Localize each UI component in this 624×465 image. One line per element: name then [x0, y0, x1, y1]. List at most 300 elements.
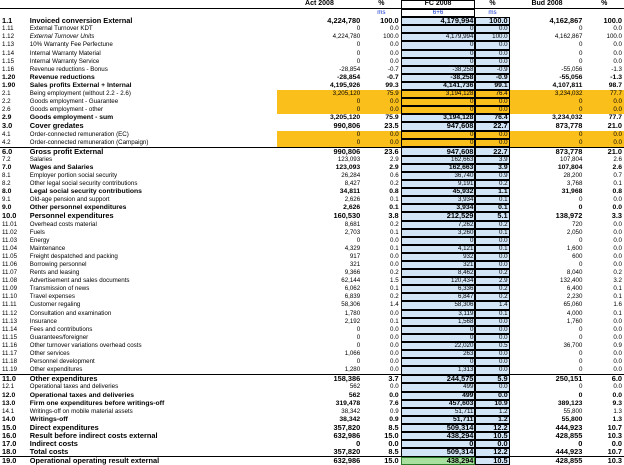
cell-pct-bud[interactable]: 1.6: [613, 301, 622, 309]
cell-value-fc[interactable]: 51,711: [401, 416, 476, 424]
cell-value-bud[interactable]: 3,234,032: [510, 90, 585, 98]
cell-pct-fc[interactable]: 10.5: [475, 457, 509, 465]
cell-pct-fc[interactable]: 99.1: [475, 82, 509, 90]
row-label[interactable]: Legal social security contributions: [29, 188, 142, 196]
cell-pct-fc[interactable]: 0.0: [475, 440, 509, 448]
cell-pct-act[interactable]: 3.8: [388, 212, 399, 221]
row-code[interactable]: 11.05: [2, 252, 18, 260]
cell-value-act[interactable]: 6,839: [344, 293, 361, 301]
cell-pct-act[interactable]: 0.1: [390, 228, 399, 236]
row-code[interactable]: 11.01: [2, 220, 18, 228]
row-code[interactable]: 4.1: [2, 130, 11, 138]
cell-pct-act[interactable]: 100.0: [383, 33, 399, 41]
cell-pct-act[interactable]: 0.0: [390, 309, 399, 317]
cell-value-act[interactable]: 917: [349, 252, 361, 260]
cell-pct-act[interactable]: 0.0: [390, 358, 399, 366]
row-label[interactable]: Fuels: [29, 228, 45, 236]
cell-pct-fc[interactable]: 0.1: [475, 245, 509, 253]
cell-value-fc[interactable]: 0: [401, 50, 476, 58]
cell-pct-bud[interactable]: 6.0: [584, 375, 624, 384]
cell-value-act[interactable]: 319,478: [335, 399, 361, 407]
cell-pct-bud[interactable]: 0.1: [613, 309, 622, 317]
cell-pct-bud[interactable]: 0.0: [613, 350, 622, 358]
row-label[interactable]: Internal Warranty Service: [29, 57, 100, 65]
cell-value-bud[interactable]: 0: [510, 106, 585, 114]
row-code[interactable]: 11.18: [2, 358, 18, 366]
cell-value-fc[interactable]: 947,608: [401, 147, 476, 156]
cell-pct-bud[interactable]: 0.2: [613, 269, 622, 277]
header-fc[interactable]: FC 2008: [401, 0, 476, 9]
cell-pct-fc[interactable]: -0.9: [475, 66, 509, 74]
cell-value-act[interactable]: 1,066: [344, 350, 361, 358]
row-code[interactable]: 8.1: [2, 171, 11, 179]
cell-pct-act[interactable]: 0.0: [390, 57, 399, 65]
cell-value-bud[interactable]: 250,151: [510, 375, 585, 384]
cell-value-bud[interactable]: 2,050: [566, 228, 583, 236]
row-label[interactable]: Goods employment - Guarantee: [29, 98, 119, 106]
cell-value-act[interactable]: 123,093: [337, 155, 361, 163]
cell-pct-bud[interactable]: 0.0: [613, 57, 622, 65]
cell-pct-act[interactable]: 0.0: [390, 261, 399, 268]
cell-value-fc[interactable]: 4,121: [401, 245, 476, 253]
cell-value-bud[interactable]: 0: [578, 49, 583, 57]
row-code[interactable]: 7.2: [2, 155, 11, 163]
cell-value-bud[interactable]: 444,923: [555, 448, 583, 457]
cell-value-bud[interactable]: 389,123: [557, 399, 583, 407]
row-label[interactable]: 10% Warranty Fee Perfectune: [29, 41, 113, 49]
row-code[interactable]: 11.16: [2, 341, 18, 349]
cell-value-act[interactable]: 2,192: [344, 317, 361, 325]
cell-value-fc[interactable]: 7,262: [401, 221, 476, 229]
cell-value-fc[interactable]: 0: [401, 440, 476, 448]
cell-value-fc[interactable]: 6,336: [401, 285, 476, 293]
cell-value-bud[interactable]: 0: [578, 196, 583, 204]
cell-value-fc[interactable]: 0: [401, 98, 476, 106]
cell-value-act[interactable]: 0: [356, 57, 361, 65]
cell-value-act[interactable]: 3,205,120: [329, 114, 361, 122]
row-label[interactable]: Old-age pension and support: [29, 196, 110, 204]
row-label[interactable]: Order-connected remuneration (EC): [29, 130, 129, 138]
cell-pct-bud[interactable]: 21.0: [607, 122, 622, 131]
cell-value-bud[interactable]: 31,968: [561, 188, 583, 196]
row-label[interactable]: Guarantees/foreigner: [29, 333, 89, 341]
cell-value-fc[interactable]: 36,740: [401, 172, 476, 180]
cell-pct-fc[interactable]: 0.1: [475, 229, 509, 237]
cell-value-fc[interactable]: 321: [401, 261, 476, 269]
cell-pct-fc[interactable]: 0.0: [475, 334, 509, 342]
cell-value-bud[interactable]: 1,760: [566, 317, 583, 325]
row-code[interactable]: 11.14: [2, 325, 18, 333]
cell-pct-act[interactable]: 8.5: [388, 423, 399, 432]
cell-value-act[interactable]: 562: [348, 391, 361, 399]
cell-pct-act[interactable]: 75.9: [362, 90, 400, 98]
cell-pct-bud[interactable]: 0.0: [613, 49, 622, 57]
cell-pct-fc[interactable]: 0.0: [475, 383, 509, 391]
cell-value-act[interactable]: 9,366: [344, 269, 361, 277]
cell-pct-fc[interactable]: 1.2: [475, 416, 509, 424]
header-fc-pct[interactable]: %: [475, 0, 509, 9]
cell-pct-act[interactable]: 0.0: [390, 350, 399, 358]
cell-value-fc[interactable]: 6,847: [401, 293, 476, 301]
cell-value-bud[interactable]: 444,923: [555, 423, 583, 432]
row-code[interactable]: 11.11: [2, 301, 17, 309]
cell-pct-bud[interactable]: 0.0: [613, 261, 622, 268]
cell-pct-fc[interactable]: 0.2: [475, 180, 509, 188]
cell-pct-bud[interactable]: 0.0: [611, 440, 622, 449]
cell-value-act[interactable]: 0: [277, 139, 362, 148]
cell-pct-bud[interactable]: 0.1: [613, 293, 622, 301]
cell-pct-bud[interactable]: -1.3: [611, 65, 622, 73]
cell-pct-fc[interactable]: 0.0: [475, 98, 509, 106]
cell-pct-bud[interactable]: 100.0: [603, 17, 622, 26]
cell-value-act[interactable]: 357,820: [333, 423, 361, 432]
header-act[interactable]: Act 2008: [277, 0, 362, 9]
cell-pct-act[interactable]: 0.0: [390, 383, 399, 391]
row-code[interactable]: 1.20: [2, 73, 16, 81]
cell-value-bud[interactable]: 873,778: [555, 122, 583, 131]
cell-value-fc[interactable]: 0: [401, 131, 476, 139]
row-code[interactable]: 11.03: [2, 236, 18, 244]
cell-value-bud[interactable]: 0: [578, 333, 583, 341]
cell-value-act[interactable]: 0: [277, 131, 362, 139]
cell-value-fc[interactable]: 162,663: [401, 156, 476, 164]
cell-value-bud[interactable]: 28,200: [563, 171, 583, 179]
cell-value-fc[interactable]: 3,934: [401, 196, 476, 204]
cell-value-bud[interactable]: 3,768: [566, 180, 583, 188]
cell-pct-bud[interactable]: 9.3: [612, 399, 622, 407]
cell-value-act[interactable]: 160,530: [333, 212, 361, 221]
cell-value-act[interactable]: 8,427: [344, 180, 361, 188]
row-label[interactable]: Cover gredates: [29, 122, 84, 131]
row-code[interactable]: 13.0: [2, 399, 16, 407]
cell-value-fc[interactable]: 51,711: [401, 408, 476, 416]
row-label[interactable]: Energy: [29, 236, 50, 244]
cell-value-fc[interactable]: 499: [401, 392, 476, 400]
row-code[interactable]: 16.0: [2, 431, 17, 440]
row-label[interactable]: Fees and contributions: [29, 325, 93, 333]
cell-pct-fc[interactable]: 0.1: [475, 196, 509, 204]
cell-value-act[interactable]: 4,224,780: [332, 33, 361, 41]
cell-pct-act[interactable]: 3.7: [362, 375, 400, 384]
cell-value-act[interactable]: 58,306: [341, 301, 361, 309]
row-label[interactable]: Transmission of news: [29, 285, 90, 293]
cell-value-act[interactable]: 990,806: [277, 147, 362, 156]
cell-pct-act[interactable]: 0.0: [389, 391, 399, 399]
header-bud-pct[interactable]: %: [584, 0, 624, 9]
cell-pct-bud[interactable]: 0.1: [613, 285, 622, 293]
cell-pct-act[interactable]: 7.6: [389, 399, 399, 407]
cell-value-fc[interactable]: 9,191: [401, 180, 476, 188]
cell-value-act[interactable]: 38,342: [341, 407, 361, 415]
cell-pct-bud[interactable]: 2.6: [613, 155, 622, 163]
row-code[interactable]: 1.12: [2, 33, 15, 41]
cell-value-act[interactable]: 632,986: [333, 431, 361, 440]
cell-value-fc[interactable]: 4,179,994: [401, 33, 476, 41]
cell-value-bud[interactable]: 0: [510, 139, 585, 148]
cell-value-bud[interactable]: 428,855: [510, 457, 585, 465]
cell-pct-bud[interactable]: 0.0: [613, 252, 622, 260]
cell-value-fc[interactable]: 947,608: [401, 122, 476, 130]
row-label[interactable]: Personnel expenditures: [29, 212, 114, 221]
cell-pct-bud[interactable]: 0.0: [613, 333, 622, 341]
cell-value-bud[interactable]: 0: [578, 366, 583, 374]
row-label[interactable]: Other expenditures: [28, 375, 277, 384]
cell-pct-act[interactable]: 0.2: [390, 180, 399, 188]
cell-pct-act[interactable]: 0.1: [390, 244, 399, 252]
cell-pct-act[interactable]: 0.2: [390, 220, 399, 228]
cell-pct-bud[interactable]: 0.0: [612, 204, 622, 212]
cell-value-bud[interactable]: 0: [578, 325, 583, 333]
row-label[interactable]: Wages and Salaries: [29, 163, 94, 171]
cell-pct-fc[interactable]: 1.4: [475, 301, 509, 309]
cell-value-act[interactable]: 0: [356, 325, 361, 333]
cell-pct-bud[interactable]: 0.9: [613, 341, 622, 349]
cell-value-act[interactable]: 158,386: [277, 375, 362, 384]
cell-value-fc[interactable]: 244,575: [401, 375, 476, 384]
row-code[interactable]: 11.15: [2, 333, 18, 341]
cell-pct-bud[interactable]: 0.0: [613, 358, 622, 366]
row-code[interactable]: 2.6: [2, 106, 11, 114]
cell-pct-fc[interactable]: 1.1: [475, 188, 509, 196]
cell-pct-bud[interactable]: 0.8: [612, 188, 622, 196]
row-label[interactable]: Result before indirect costs external: [29, 431, 158, 440]
cell-value-fc[interactable]: 0: [401, 58, 476, 66]
cell-pct-act[interactable]: 75.9: [385, 114, 399, 122]
cell-pct-act[interactable]: 0.0: [390, 49, 399, 57]
cell-value-fc[interactable]: 22,020: [401, 342, 476, 350]
header-bud[interactable]: Bud 2008: [510, 0, 585, 9]
cell-pct-fc[interactable]: 12.2: [475, 424, 509, 432]
cell-pct-fc[interactable]: 0.1: [475, 204, 509, 212]
row-label[interactable]: Indirect costs: [29, 440, 78, 449]
row-label[interactable]: Revenue reductions - Bonus: [29, 65, 108, 73]
cell-value-fc[interactable]: 0: [401, 25, 476, 33]
cell-pct-fc[interactable]: 0.0: [475, 41, 509, 49]
cell-pct-act[interactable]: 0.0: [390, 341, 399, 349]
cell-pct-fc[interactable]: 0.0: [475, 106, 509, 114]
cell-value-bud[interactable]: 0: [510, 98, 585, 106]
cell-pct-fc[interactable]: 5.9: [475, 375, 509, 384]
cell-pct-bud[interactable]: 0.0: [613, 383, 622, 391]
cell-pct-fc[interactable]: 0.0: [475, 50, 509, 58]
cell-pct-act[interactable]: 0.0: [362, 98, 400, 106]
cell-pct-fc[interactable]: 22.7: [475, 147, 509, 156]
cell-value-bud[interactable]: 0: [578, 440, 583, 449]
row-code[interactable]: 11.13: [2, 317, 18, 325]
cell-pct-bud[interactable]: 0.0: [613, 236, 622, 244]
cell-value-act[interactable]: 357,820: [333, 448, 361, 457]
cell-pct-act[interactable]: 0.0: [390, 325, 399, 333]
cell-pct-fc[interactable]: 0.0: [475, 366, 509, 375]
cell-pct-bud[interactable]: 0.0: [612, 391, 622, 399]
row-label[interactable]: Other turnover variations overhead costs: [29, 341, 142, 349]
cell-pct-fc[interactable]: 0.5: [475, 342, 509, 350]
row-label[interactable]: Writings-off on mobile material assets: [29, 407, 133, 415]
cell-pct-act[interactable]: 0.0: [390, 236, 399, 244]
row-label[interactable]: Employer portion social security: [29, 171, 118, 179]
cell-pct-bud[interactable]: 0.7: [613, 171, 622, 179]
cell-pct-fc[interactable]: 0.9: [475, 172, 509, 180]
cell-value-bud[interactable]: 0: [578, 261, 583, 268]
cell-value-fc[interactable]: 3,119: [401, 310, 476, 318]
row-code[interactable]: 12.1: [2, 383, 15, 391]
cell-pct-act[interactable]: 2.9: [389, 163, 399, 171]
cell-value-fc[interactable]: 4,141,736: [401, 82, 476, 90]
cell-value-act[interactable]: 6,062: [344, 285, 361, 293]
row-label[interactable]: Operational taxes and deliveries: [29, 383, 119, 391]
cell-pct-bud[interactable]: 1.3: [612, 415, 622, 423]
cell-value-bud[interactable]: 0: [578, 204, 583, 212]
cell-pct-fc[interactable]: 0.2: [475, 293, 509, 301]
cell-pct-act[interactable]: 0.1: [390, 285, 399, 293]
cell-value-act[interactable]: 38,342: [339, 415, 361, 423]
cell-value-act[interactable]: -28,854: [339, 65, 361, 73]
cell-pct-bud[interactable]: 10.7: [607, 448, 622, 457]
cell-pct-bud[interactable]: -1.3: [610, 73, 622, 81]
row-label[interactable]: Other personnel expenditures: [29, 204, 127, 212]
cell-value-act[interactable]: 4,329: [344, 244, 361, 252]
row-code[interactable]: 11.02: [2, 228, 18, 236]
cell-value-act[interactable]: 0: [356, 440, 361, 449]
row-label[interactable]: Freight despatched and packing: [29, 252, 118, 260]
cell-pct-bud[interactable]: 0.0: [613, 244, 622, 252]
cell-pct-act[interactable]: 0.0: [390, 366, 399, 374]
cell-pct-bud[interactable]: 10.3: [607, 431, 622, 440]
cell-value-fc[interactable]: 0: [401, 334, 476, 342]
cell-value-fc[interactable]: 509,314: [401, 424, 476, 432]
cell-value-fc[interactable]: 438,294: [401, 457, 476, 465]
cell-pct-act[interactable]: 0.0: [388, 440, 399, 449]
cell-value-bud[interactable]: 4,000: [566, 309, 583, 317]
cell-pct-bud[interactable]: 1.3: [613, 407, 622, 415]
row-label[interactable]: Other legal social security contributions: [29, 180, 138, 188]
cell-value-act[interactable]: -28,854: [337, 73, 361, 81]
cell-pct-act[interactable]: 0.6: [390, 171, 399, 179]
cell-pct-act[interactable]: 0.0: [362, 131, 400, 139]
cell-pct-bud[interactable]: 10.7: [607, 423, 622, 432]
cell-pct-act[interactable]: 0.8: [389, 188, 399, 196]
cell-value-fc[interactable]: 0: [401, 41, 476, 49]
cell-pct-fc[interactable]: 0.0: [475, 25, 509, 33]
row-label[interactable]: Consultation and examination: [29, 309, 112, 317]
row-label[interactable]: Total costs: [29, 448, 69, 457]
cell-value-fc[interactable]: 120,434: [401, 277, 476, 285]
cell-pct-bud[interactable]: 100.0: [606, 33, 622, 41]
cell-pct-bud[interactable]: 77.7: [608, 114, 622, 122]
cell-value-bud[interactable]: 600: [572, 252, 583, 260]
cell-pct-fc[interactable]: 1.2: [475, 408, 509, 416]
row-label[interactable]: Internal Warranty Material: [29, 49, 101, 57]
cell-value-act[interactable]: 990,806: [333, 122, 361, 131]
cell-value-bud[interactable]: 55,800: [561, 415, 583, 423]
cell-pct-fc[interactable]: 5.1: [475, 212, 509, 220]
cell-pct-act[interactable]: -0.7: [386, 73, 399, 81]
cell-value-fc[interactable]: -38,258: [401, 66, 476, 74]
cell-value-fc[interactable]: 58,306: [401, 301, 476, 309]
cell-value-fc[interactable]: 3,194,128: [401, 114, 476, 122]
cell-value-act[interactable]: 123,093: [335, 163, 361, 171]
cell-pct-fc[interactable]: 0.0: [475, 392, 509, 400]
row-code[interactable]: 8.2: [2, 180, 11, 188]
row-label[interactable]: Gross profit External: [28, 147, 277, 156]
cell-pct-act[interactable]: 0.0: [390, 333, 399, 341]
cell-pct-act[interactable]: 0.2: [390, 269, 399, 277]
cell-value-bud[interactable]: 55,800: [563, 407, 583, 415]
row-code[interactable]: 6.0: [0, 147, 28, 156]
cell-pct-fc[interactable]: 100.0: [475, 17, 509, 25]
cell-value-bud[interactable]: 0: [578, 391, 583, 399]
cell-value-act[interactable]: 4,224,780: [327, 17, 361, 26]
cell-pct-fc[interactable]: 76.4: [475, 114, 509, 122]
row-code[interactable]: 2.9: [2, 114, 12, 122]
cell-value-fc[interactable]: 3,260: [401, 229, 476, 237]
row-label[interactable]: Goods employment - other: [29, 106, 104, 114]
row-code[interactable]: 15.0: [2, 423, 17, 432]
cell-value-bud[interactable]: 65,060: [563, 301, 583, 309]
cell-value-act[interactable]: 0: [356, 333, 361, 341]
row-label[interactable]: Writings-off: [29, 415, 68, 423]
cell-pct-bud[interactable]: 0.0: [584, 139, 624, 148]
row-label[interactable]: Customer regaling: [29, 301, 81, 309]
cell-value-act[interactable]: 632,986: [277, 457, 362, 465]
row-code[interactable]: 4.2: [2, 138, 11, 146]
cell-pct-fc[interactable]: 0.0: [475, 350, 509, 358]
cell-value-bud[interactable]: 4,162,867: [549, 17, 583, 26]
row-code[interactable]: 14.1: [2, 407, 15, 415]
cell-value-fc[interactable]: 162,663: [401, 164, 476, 172]
cell-pct-fc[interactable]: 0.0: [475, 253, 509, 261]
cell-pct-fc[interactable]: 0.2: [475, 269, 509, 277]
cell-value-bud[interactable]: 0: [510, 131, 585, 139]
row-code[interactable]: 1.11: [2, 25, 14, 33]
row-label[interactable]: Other services: [29, 350, 70, 358]
cell-value-fc[interactable]: 0: [401, 326, 476, 334]
row-code[interactable]: 11.04: [2, 244, 18, 252]
cell-pct-bud[interactable]: 21.0: [584, 147, 624, 156]
cell-pct-fc[interactable]: 0.0: [475, 326, 509, 334]
cell-pct-act[interactable]: 23.5: [384, 122, 399, 131]
row-label[interactable]: External Turnover Units: [29, 33, 95, 41]
cell-pct-act[interactable]: 0.1: [390, 196, 399, 204]
cell-value-act[interactable]: 0: [356, 49, 361, 57]
cell-value-act[interactable]: 0: [356, 25, 361, 33]
row-label[interactable]: Rents and leasing: [29, 269, 80, 277]
cell-pct-fc[interactable]: 0.0: [475, 139, 509, 148]
cell-pct-bud[interactable]: 0.0: [613, 228, 622, 236]
cell-pct-bud[interactable]: 0.0: [613, 220, 622, 228]
cell-value-bud[interactable]: 3,234,032: [552, 114, 583, 122]
cell-value-bud[interactable]: 6,400: [566, 285, 583, 293]
cell-value-act[interactable]: 0: [277, 98, 362, 106]
row-label[interactable]: Direct expenditures: [29, 423, 99, 432]
row-code[interactable]: 9.0: [2, 204, 12, 212]
cell-pct-act[interactable]: 8.5: [388, 448, 399, 457]
row-code[interactable]: 8.0: [2, 188, 12, 196]
cell-value-bud[interactable]: 8,040: [566, 269, 583, 277]
row-code[interactable]: 11.06: [2, 261, 18, 268]
cell-value-fc[interactable]: 4,179,994: [401, 17, 476, 25]
cell-value-fc[interactable]: 0: [401, 139, 476, 148]
cell-pct-act[interactable]: 0.2: [390, 293, 399, 301]
row-code[interactable]: 12.0: [2, 391, 16, 399]
cell-pct-bud[interactable]: 0.0: [613, 317, 622, 325]
row-label[interactable]: Sales profits External + Internal: [29, 81, 132, 89]
cell-value-fc[interactable]: 8,462: [401, 269, 476, 277]
cell-value-act[interactable]: 4,195,926: [329, 81, 361, 89]
cell-pct-bud[interactable]: 77.7: [584, 90, 624, 98]
cell-value-fc[interactable]: 0: [401, 358, 476, 366]
cell-value-act[interactable]: 62,144: [341, 277, 361, 285]
